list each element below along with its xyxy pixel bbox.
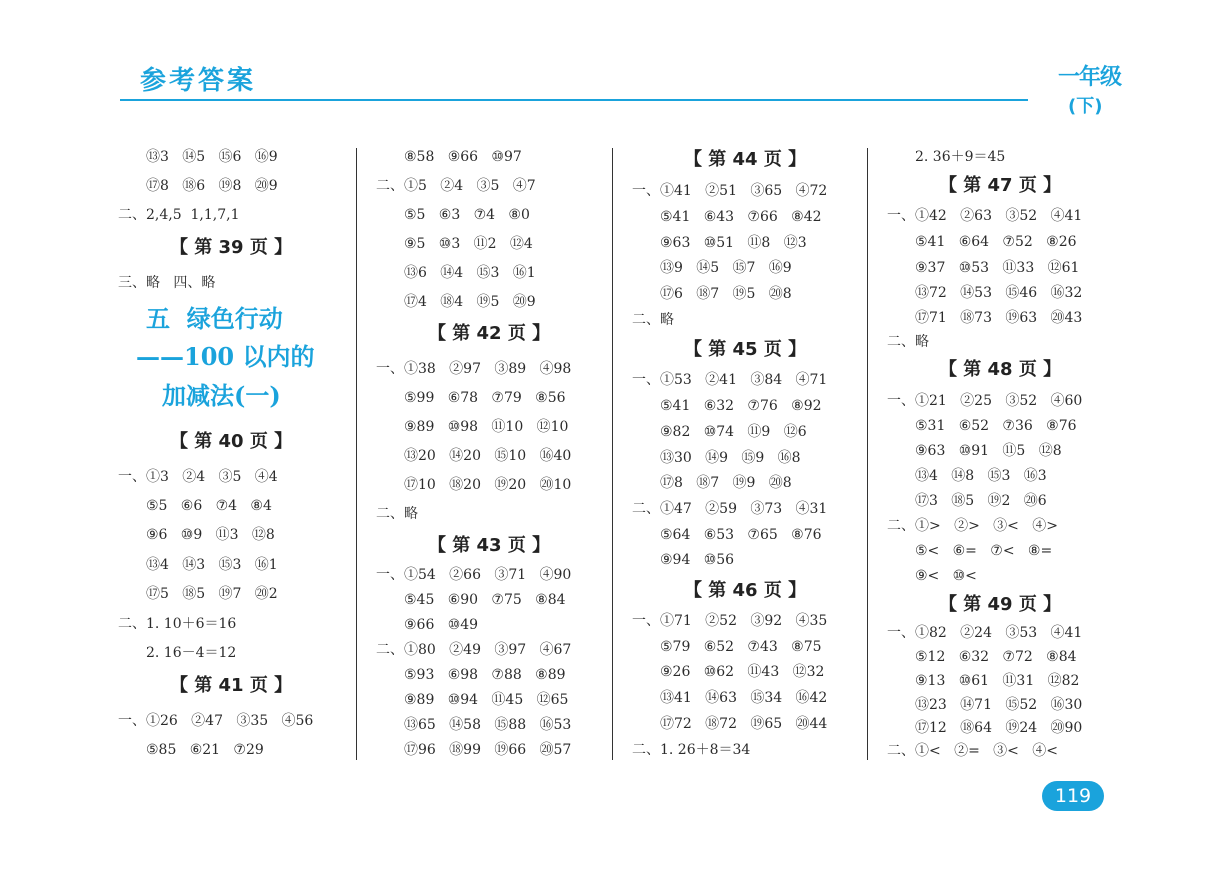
answer-line: ⑨63 ⑩91 ⑪5 ⑫8 — [915, 443, 1062, 459]
answer-line: ⑨89 ⑩98 ⑪10 ⑫10 — [404, 419, 569, 435]
answer-line: ⑬23 ⑭71 ⑮52 ⑯30 — [915, 697, 1083, 713]
grade-label: 一年级 — [1058, 65, 1122, 90]
answer-line: ⑨6 ⑩9 ⑪3 ⑫8 — [146, 527, 275, 543]
answer-line: ⑬3 ⑭5 ⑮6 ⑯9 — [146, 149, 278, 165]
answer-line: 二、①80 ②49 ③97 ④67 — [376, 642, 572, 658]
answer-line: ⑨37 ⑩53 ⑪33 ⑫61 — [915, 260, 1080, 276]
unit-title: 加减法(一) — [162, 381, 281, 410]
answer-line: ⑰10 ⑱20 ⑲20 ⑳10 — [404, 477, 572, 493]
section-heading-p45: 【 第 45 页 】 — [684, 339, 807, 360]
answer-line: ⑬6 ⑭4 ⑮3 ⑯1 — [404, 265, 536, 281]
section-heading-p40: 【 第 40 页 】 — [170, 431, 293, 452]
answer-line: 一、①21 ②25 ③52 ④60 — [887, 393, 1083, 409]
answer-line: 一、①3 ②4 ③5 ④4 — [118, 469, 278, 485]
answer-line: 二、1. 26＋8＝34 — [632, 742, 751, 758]
answer-line: ⑤85 ⑥21 ⑦29 — [146, 742, 264, 758]
section-heading-p48: 【 第 48 页 】 — [939, 359, 1062, 380]
answer-line: 一、①71 ②52 ③92 ④35 — [632, 613, 828, 629]
answer-line: ⑤99 ⑥78 ⑦79 ⑧56 — [404, 390, 566, 406]
answer-line: 二、略 — [887, 334, 929, 350]
answer-line: ⑰5 ⑱5 ⑲7 ⑳2 — [146, 586, 278, 602]
section-heading-p41: 【 第 41 页 】 — [170, 675, 293, 696]
page-number-badge: 119 — [1042, 781, 1104, 811]
answer-line: 一、①26 ②47 ③35 ④56 — [118, 713, 314, 729]
answer-line: ⑰96 ⑱99 ⑲66 ⑳57 — [404, 742, 572, 758]
answer-line: ⑤41 ⑥32 ⑦76 ⑧92 — [660, 398, 822, 414]
section-heading-p47: 【 第 47 页 】 — [939, 175, 1062, 196]
answer-line: 二、①47 ②59 ③73 ④31 — [632, 501, 828, 517]
column-divider — [356, 148, 357, 760]
answer-line: ⑰71 ⑱73 ⑲63 ⑳43 — [915, 310, 1083, 326]
answer-line: ⑰4 ⑱4 ⑲5 ⑳9 — [404, 294, 536, 310]
answer-line: 二、2,4,5 1,1,7,1 — [118, 207, 240, 223]
answer-line: ⑨63 ⑩51 ⑪8 ⑫3 — [660, 235, 807, 251]
answer-line: 一、①53 ②41 ③84 ④71 — [632, 372, 828, 388]
answer-line: 二、①5 ②4 ③5 ④7 — [376, 178, 536, 194]
header-rule — [120, 99, 1028, 101]
answer-line: ⑧58 ⑨66 ⑩97 — [404, 149, 522, 165]
answer-line: ⑤5 ⑥6 ⑦4 ⑧4 — [146, 498, 272, 514]
section-heading-p42: 【 第 42 页 】 — [428, 323, 551, 344]
answer-line: ⑤79 ⑥52 ⑦43 ⑧75 — [660, 639, 822, 655]
answer-line: 一、①41 ②51 ③65 ④72 — [632, 183, 828, 199]
answer-line: ⑤31 ⑥52 ⑦36 ⑧76 — [915, 418, 1077, 434]
answer-line: 二、①> ②> ③< ④> — [887, 518, 1058, 534]
answer-line: ⑨66 ⑩49 — [404, 617, 479, 633]
answer-line: ⑰12 ⑱64 ⑲24 ⑳90 — [915, 720, 1083, 736]
answer-line: ⑰6 ⑱7 ⑲5 ⑳8 — [660, 286, 792, 302]
answer-line: ⑤93 ⑥98 ⑦88 ⑧89 — [404, 667, 566, 683]
section-heading-p44: 【 第 44 页 】 — [684, 149, 807, 170]
unit-title: ——100 以内的 — [136, 342, 315, 371]
answer-line: ⑬65 ⑭58 ⑮88 ⑯53 — [404, 717, 572, 733]
answer-line: ⑬41 ⑭63 ⑮34 ⑯42 — [660, 690, 828, 706]
answer-line: ⑨< ⑩< — [915, 568, 977, 584]
answer-line: ⑬20 ⑭20 ⑮10 ⑯40 — [404, 448, 572, 464]
answer-line: ⑬30 ⑭9 ⑮9 ⑯8 — [660, 450, 801, 466]
answer-line: ⑰3 ⑱5 ⑲2 ⑳6 — [915, 493, 1047, 509]
page-header-title: 参考答案 — [140, 66, 257, 96]
answer-line: 一、①54 ②66 ③71 ④90 — [376, 567, 572, 583]
grade-sublabel: (下) — [1068, 96, 1103, 117]
answer-line: ⑤41 ⑥64 ⑦52 ⑧26 — [915, 234, 1077, 250]
answer-line: 一、①38 ②97 ③89 ④98 — [376, 361, 572, 377]
answer-line: ⑰8 ⑱6 ⑲8 ⑳9 — [146, 178, 278, 194]
column-divider — [867, 148, 868, 760]
section-heading-p43: 【 第 43 页 】 — [428, 535, 551, 556]
answer-line: 三、略 四、略 — [118, 275, 216, 291]
answer-line: ⑨13 ⑩61 ⑪31 ⑫82 — [915, 673, 1080, 689]
answer-line: 二、略 — [376, 506, 418, 522]
answer-line: ⑨94 ⑩56 — [660, 552, 735, 568]
answer-line: ⑤5 ⑥3 ⑦4 ⑧0 — [404, 207, 530, 223]
answer-line: ⑰8 ⑱7 ⑲9 ⑳8 — [660, 475, 792, 491]
unit-title: 五 绿色行动 — [146, 304, 283, 333]
answer-line: ⑬4 ⑭3 ⑮3 ⑯1 — [146, 557, 278, 573]
answer-line: ⑤45 ⑥90 ⑦75 ⑧84 — [404, 592, 566, 608]
answer-line: ⑬9 ⑭5 ⑮7 ⑯9 — [660, 260, 792, 276]
answer-line: 一、①82 ②24 ③53 ④41 — [887, 625, 1083, 641]
answer-line: ⑤64 ⑥53 ⑦65 ⑧76 — [660, 527, 822, 543]
answer-line: ⑤< ⑥= ⑦< ⑧= — [915, 543, 1053, 559]
answer-line: 2. 16－4＝12 — [146, 645, 237, 661]
answer-line: 二、略 — [632, 312, 674, 328]
answer-line: 2. 36＋9＝45 — [915, 149, 1006, 165]
column-divider — [612, 148, 613, 760]
answer-line: ⑨82 ⑩74 ⑪9 ⑫6 — [660, 424, 807, 440]
section-heading-p46: 【 第 46 页 】 — [684, 580, 807, 601]
answer-line: 一、①42 ②63 ③52 ④41 — [887, 208, 1083, 224]
section-heading-p49: 【 第 49 页 】 — [939, 594, 1062, 615]
answer-line: ⑨26 ⑩62 ⑪43 ⑫32 — [660, 664, 825, 680]
answer-line: ⑨5 ⑩3 ⑪2 ⑫4 — [404, 236, 533, 252]
section-heading-p39: 【 第 39 页 】 — [170, 237, 293, 258]
answer-line: ⑨89 ⑩94 ⑪45 ⑫65 — [404, 692, 569, 708]
answer-line: 二、1. 10＋6＝16 — [118, 616, 237, 632]
answer-line: ⑰72 ⑱72 ⑲65 ⑳44 — [660, 716, 828, 732]
answer-line: ⑬72 ⑭53 ⑮46 ⑯32 — [915, 285, 1083, 301]
answer-line: ⑬4 ⑭8 ⑮3 ⑯3 — [915, 468, 1047, 484]
answer-line: 二、①< ②= ③< ④< — [887, 743, 1058, 759]
answer-line: ⑤12 ⑥32 ⑦72 ⑧84 — [915, 649, 1077, 665]
answer-line: ⑤41 ⑥43 ⑦66 ⑧42 — [660, 209, 822, 225]
